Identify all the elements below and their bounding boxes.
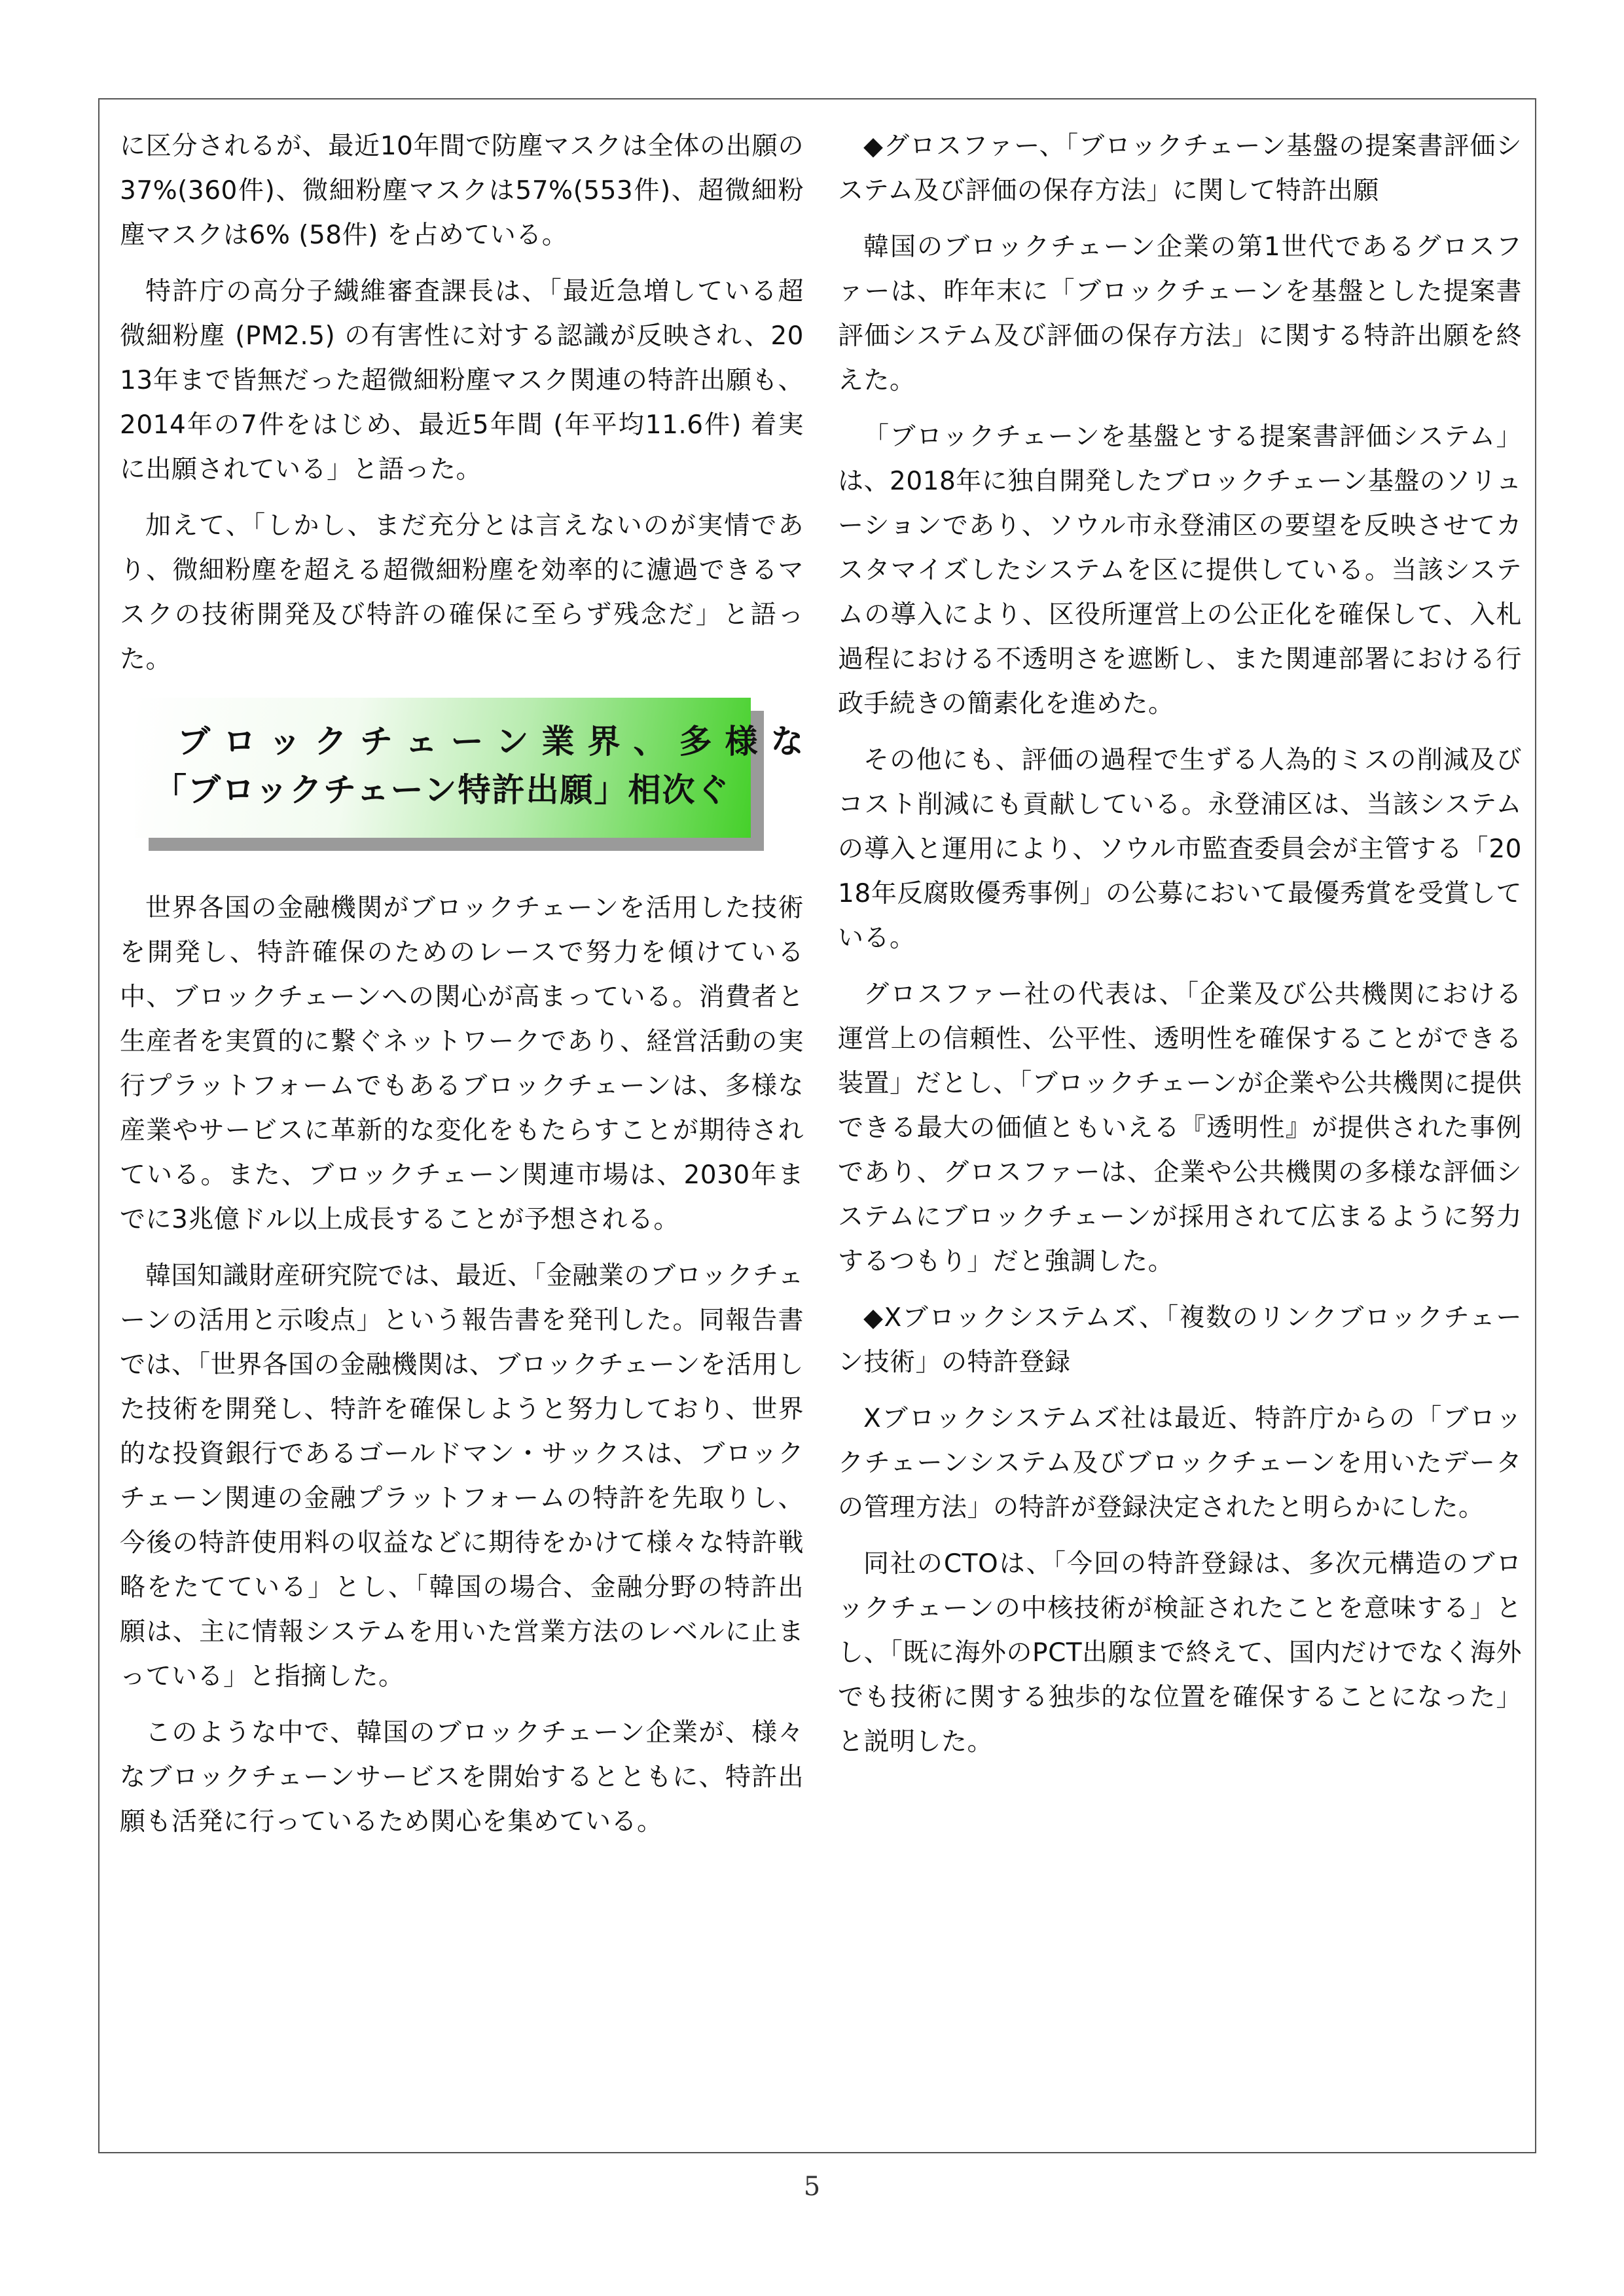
paragraph: 韓国のブロックチェーン企業の第1世代であるグロスファーは、昨年末に「ブロックチェーンを基盤とした提案書評価システム及び評価の保存方法」に関する特許出願を終えた。: [838, 232, 1522, 395]
bullet-heading: ◆Xブロックシステムズ、「複数のリンクブロックチェーン技術」の特許登録: [838, 1303, 1522, 1377]
page-number: 5: [803, 2172, 821, 2202]
paragraph: 特許庁の高分子繊維審査課長は、「最近急増している超微細粉塵 (PM2.5) の有害性に対する認識が反映され、2013年まで皆無だった超微細粉塵マスク関連の特許出願も、2014年の7件をはじめ、最近5年間 (年平均11.6件) 着実に出願されている」と語った。: [120, 277, 804, 484]
bullet-heading: ◆グロスファー、「ブロックチェーン基盤の提案書評価システム及び評価の保存方法」に関して特許出願: [838, 132, 1522, 206]
paragraph: 加えて、「しかし、まだ充分とは言えないのが実情であり、微細粉塵を超える超微細粉塵を効率的に濾過できるマスクの技術開発及び特許の確保に至らず残念だ」と語った。: [120, 511, 804, 674]
section-heading-line2: 「ブロックチェーン特許出願」相次ぐ: [154, 771, 731, 809]
paragraph: このような中で、韓国のブロックチェーン企業が、様々なブロックチェーンサービスを開始するとともに、特許出願も活発に行っているため関心を集めている。: [120, 1718, 804, 1837]
paragraph: グロスファー社の代表は、「企業及び公共機関における運営上の信頼性、公平性、透明性を確保することができる装置」だとし、「ブロックチェーンが企業や公共機関に提供できる最大の価値ともいえる『透明性』が提供された事例であり、グロスファーは、企業や公共機関の多様な評価システムにブロックチェーンが採用されて広まるように努力するつもり」だと強調した。: [838, 980, 1522, 1276]
heading-panel: [135, 698, 817, 838]
right-column: [838, 124, 1522, 1776]
paragraph: 同社のCTOは、「今回の特許登録は、多次元構造のブロックチェーンの中核技術が検証されたことを意味する」とし、「既に海外のPCT出願まで終えて、国内だけでなく海外でも技術に関する独歩的な位置を確保することになった」と説明した。: [838, 1549, 1522, 1757]
paragraph: に区分されるが、最近10年間で防塵マスクは全体の出願の37%(360件)、微細粉塵マスクは57%(553件)、超微細粉塵マスクは6% (58件) を占めている。: [120, 132, 804, 250]
paragraph: 韓国知識財産研究院では、最近、「金融業のブロックチェーンの活用と示唆点」という報告書を発刊した。同報告書では、「世界各国の金融機関は、ブロックチェーンを活用した技術を開発し、特許を確保しようと努力しており、世界的な投資銀行であるゴールドマン・サックスは、ブロックチェーン関連の金融プラットフォームの特許を先取りし、今後の特許使用料の収益などに期待をかけて様々な特許戦略をたてている」とし、「韓国の場合、金融分野の特許出願は、主に情報システムを用いた営業方法のレベルに止まっている」と指摘した。: [120, 1261, 804, 1691]
left-column: [120, 124, 817, 1856]
section-heading-box: [135, 698, 817, 851]
section-heading-line1: ブロックチェーン業界、多様な: [177, 723, 817, 761]
paragraph: 「ブロックチェーンを基盤とする提案書評価システム」は、2018年に独自開発したブロックチェーン基盤のソリューションであり、ソウル市永登浦区の要望を反映させてカスタマイズしたシステムを区に提供している。当該システムの導入により、区役所運営上の公正化を確保して、入札過程における不透明さを遮断し、また関連部署における行政手続きの簡素化を進めた。: [838, 422, 1522, 719]
paragraph: その他にも、評価の過程で生ずる人為的ミスの削減及びコスト削減にも貢献している。永登浦区は、当該システムの導入と運用により、ソウル市監査委員会が主管する「2018年反腐敗優秀事例」の公募において最優秀賞を受賞している。: [838, 745, 1522, 953]
paragraph: 世界各国の金融機関がブロックチェーンを活用した技術を開発し、特許確保のためのレースで努力を傾けている中、ブロックチェーンへの関心が高まっている。消費者と生産者を実質的に繋ぐネットワークであり、経営活動の実行プラットフォームでもあるブロックチェーンは、多様な産業やサービスに革新的な変化をもたらすことが期待されている。また、ブロックチェーン関連市場は、2030年までに3兆億ドル以上成長することが予想される。: [120, 893, 804, 1234]
paragraph: Xブロックシステムズ社は最近、特許庁からの「ブロックチェーンシステム及びブロックチェーンを用いたデータの管理方法」の特許が登録決定されたと明らかにした。: [838, 1404, 1522, 1522]
